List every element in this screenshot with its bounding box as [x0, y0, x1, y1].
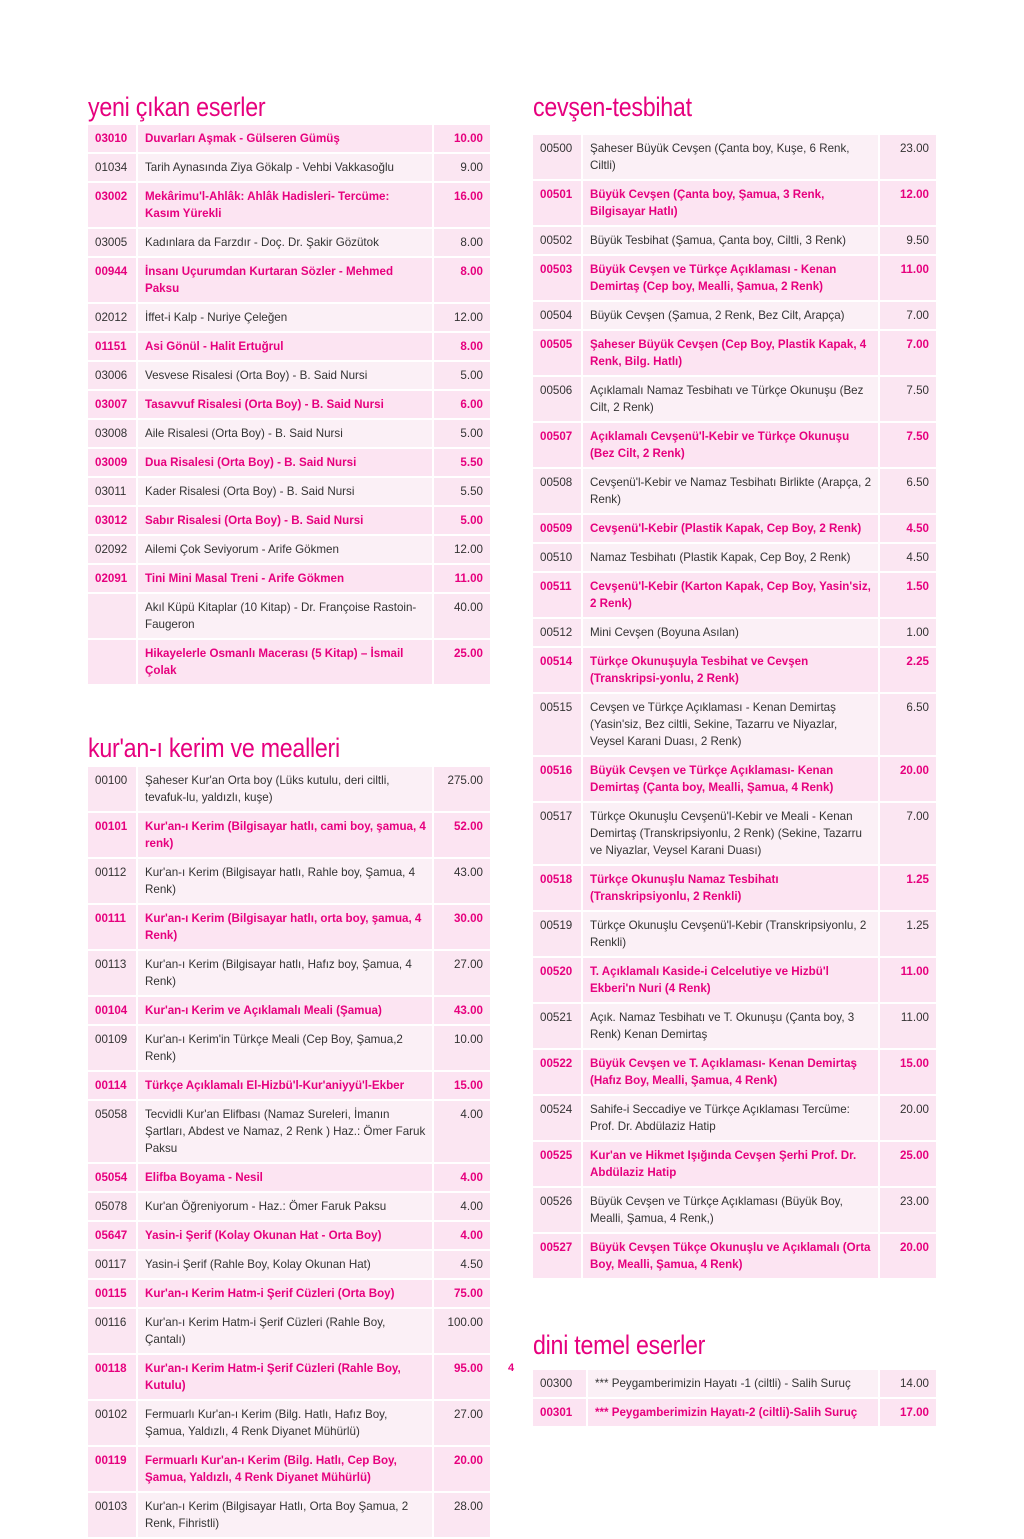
- catalog-row: [88, 905, 490, 949]
- item-code: 00521: [533, 1004, 583, 1048]
- item-price: 1.25: [878, 912, 936, 956]
- catalog-row: [88, 125, 490, 152]
- item-description: Kur'an-ı Kerim (Bilgisayar hatlı, Hafız boy, Şamua, 4 Renk): [138, 951, 432, 995]
- item-code: 00526: [533, 1188, 583, 1232]
- item-description: Büyük Cevşen (Çanta boy, Şamua, 3 Renk, Bilgisayar Hatlı): [583, 181, 878, 225]
- item-description: Cevşenü'l-Kebir (Plastik Kapak, Cep Boy, 2 Renk): [583, 515, 878, 542]
- catalog-row: [88, 565, 490, 592]
- item-price: 7.00: [878, 331, 936, 375]
- item-code: 00502: [533, 227, 583, 254]
- catalog-row: [533, 1142, 936, 1186]
- item-price: 4.50: [878, 544, 936, 571]
- catalog-row: [88, 154, 490, 181]
- item-price: 52.00: [432, 813, 490, 857]
- item-code: 02092: [88, 536, 138, 563]
- catalog-row: [533, 694, 936, 755]
- item-code: 00506: [533, 377, 583, 421]
- item-description: Elifba Boyama - Nesil: [138, 1164, 432, 1191]
- item-description: *** Peygamberimizin Hayatı -1 (ciltli) - Salih Suruç: [588, 1370, 878, 1397]
- catalog-row: [533, 619, 936, 646]
- item-price: 6.50: [878, 469, 936, 513]
- catalog-row: [533, 912, 936, 956]
- catalog-row: [88, 420, 490, 447]
- catalog-row: [88, 951, 490, 995]
- item-description: Kur'an Öğreniyorum - Haz.: Ömer Faruk Paksu: [138, 1193, 432, 1220]
- item-price: 11.00: [878, 1004, 936, 1048]
- item-description: Cevşenü'l-Kebir (Karton Kapak, Cep Boy, Yasin'siz, 2 Renk): [583, 573, 878, 617]
- item-code: 03006: [88, 362, 138, 389]
- item-code: 00504: [533, 302, 583, 329]
- catalog-row: [88, 1355, 490, 1399]
- item-description: Sahife-i Seccadiye ve Türkçe Açıklaması Tercüme: Prof. Dr. Abdülaziz Hatip: [583, 1096, 878, 1140]
- item-price: 11.00: [878, 958, 936, 1002]
- section-title-dini: dini temel eserler: [533, 1330, 706, 1360]
- item-price: 20.00: [432, 1447, 490, 1491]
- catalog-row: [88, 640, 490, 684]
- item-description: Kadınlara da Farzdır - Doç. Dr. Şakir Gözütok: [138, 229, 432, 256]
- item-description: Cevşenü'l-Kebir ve Namaz Tesbihatı Birlikte (Arapça, 2 Renk): [583, 469, 878, 513]
- item-description: Türkçe Okunuşlu Cevşenü'l-Kebir (Transkripsiyonlu, 2 Renkli): [583, 912, 878, 956]
- item-price: 9.50: [878, 227, 936, 254]
- catalog-row: [88, 1309, 490, 1353]
- item-price: 9.00: [432, 154, 490, 181]
- catalog-row: [88, 813, 490, 857]
- catalog-row: [533, 958, 936, 1002]
- catalog-row: [88, 1251, 490, 1278]
- item-description: *** Peygamberimizin Hayatı-2 (ciltli)-Salih Suruç: [588, 1399, 878, 1426]
- item-description: Tarih Aynasında Ziya Gökalp - Vehbi Vakkasoğlu: [138, 154, 432, 181]
- item-description: Büyük Cevşen ve Türkçe Açıklaması - Kenan Demirtaş (Cep boy, Mealli, Şamua, 2 Renk): [583, 256, 878, 300]
- item-price: 30.00: [432, 905, 490, 949]
- item-description: Namaz Tesbihatı (Plastik Kapak, Cep Boy, 2 Renk): [583, 544, 878, 571]
- item-description: Tecvidli Kur'an Elifbası (Namaz Sureleri, İmanın Şartları, Abdest ve Namaz, 2 Renk ) Haz.: Ömer Faruk Paksu: [138, 1101, 432, 1162]
- item-price: 8.00: [432, 258, 490, 302]
- item-code: 03007: [88, 391, 138, 418]
- item-code: 00518: [533, 866, 583, 910]
- item-price: 5.00: [432, 507, 490, 534]
- catalog-table-yeni: [88, 123, 490, 686]
- item-price: 275.00: [432, 767, 490, 811]
- item-description: İffet-i Kalp - Nuriye Çeleğen: [138, 304, 432, 331]
- catalog-row: [533, 803, 936, 864]
- item-code: 03012: [88, 507, 138, 534]
- catalog-row: [88, 1072, 490, 1099]
- item-description: Kur'an-ı Kerim'in Türkçe Meali (Cep Boy, Şamua,2 Renk): [138, 1026, 432, 1070]
- item-code: 00511: [533, 573, 583, 617]
- item-price: 15.00: [432, 1072, 490, 1099]
- catalog-row: [88, 1280, 490, 1307]
- catalog-row: [533, 648, 936, 692]
- catalog-row: [88, 997, 490, 1024]
- item-code: 01151: [88, 333, 138, 360]
- item-price: 100.00: [432, 1309, 490, 1353]
- item-code: 00116: [88, 1309, 138, 1353]
- item-description: Açıklamalı Cevşenü'l-Kebir ve Türkçe Okunuşu (Bez Cilt, 2 Renk): [583, 423, 878, 467]
- item-description: Büyük Cevşen (Şamua, 2 Renk, Bez Cilt, Arapça): [583, 302, 878, 329]
- catalog-row: [533, 377, 936, 421]
- item-code: 00113: [88, 951, 138, 995]
- item-code: 03009: [88, 449, 138, 476]
- item-description: Dua Risalesi (Orta Boy) - B. Said Nursi: [138, 449, 432, 476]
- catalog-row: [533, 1004, 936, 1048]
- item-description: Yasin-i Şerif (Rahle Boy, Kolay Okunan Hat): [138, 1251, 432, 1278]
- item-price: 20.00: [878, 1234, 936, 1278]
- catalog-row: [88, 1193, 490, 1220]
- item-code: 03011: [88, 478, 138, 505]
- item-description: Büyük Cevşen ve Türkçe Açıklaması (Büyük Boy, Mealli, Şamua, 4 Renk,): [583, 1188, 878, 1232]
- item-description: Vesvese Risalesi (Orta Boy) - B. Said Nursi: [138, 362, 432, 389]
- item-code: 00503: [533, 256, 583, 300]
- item-description: Fermuarlı Kur'an-ı Kerim (Bilg. Hatlı, Hafız Boy, Şamua, Yaldızlı, 4 Renk Diyanet Mühürlü): [138, 1401, 432, 1445]
- item-price: 2.25: [878, 648, 936, 692]
- item-code: 05078: [88, 1193, 138, 1220]
- catalog-row: [88, 594, 490, 638]
- catalog-row: [533, 423, 936, 467]
- item-code: 00101: [88, 813, 138, 857]
- item-description: İnsanı Uçurumdan Kurtaran Sözler - Mehmed Paksu: [138, 258, 432, 302]
- item-code: 05058: [88, 1101, 138, 1162]
- item-code: 03002: [88, 183, 138, 227]
- catalog-row: [88, 304, 490, 331]
- catalog-row: [88, 478, 490, 505]
- item-description: Şaheser Büyük Cevşen (Çanta boy, Kuşe, 6 Renk, Ciltli): [583, 135, 878, 179]
- item-price: 1.50: [878, 573, 936, 617]
- item-price: 25.00: [878, 1142, 936, 1186]
- item-description: Asi Gönül - Halit Ertuğrul: [138, 333, 432, 360]
- item-code: 00100: [88, 767, 138, 811]
- catalog-row: [533, 1370, 936, 1397]
- item-price: 8.00: [432, 333, 490, 360]
- item-code: 00519: [533, 912, 583, 956]
- catalog-row: [533, 256, 936, 300]
- item-description: Hikayelerle Osmanlı Macerası (5 Kitap) – İsmail Çolak: [138, 640, 432, 684]
- item-price: 43.00: [432, 997, 490, 1024]
- item-code: 02091: [88, 565, 138, 592]
- section-title-cevsen: cevşen-tesbihat: [533, 92, 692, 122]
- catalog-row: [88, 1026, 490, 1070]
- catalog-row: [533, 866, 936, 910]
- item-code: 00517: [533, 803, 583, 864]
- catalog-row: [88, 333, 490, 360]
- catalog-row: [533, 302, 936, 329]
- item-code: 00501: [533, 181, 583, 225]
- catalog-table-dini: [533, 1368, 936, 1428]
- item-description: Türkçe Okunuşuyla Tesbihat ve Cevşen (Transkripsi-yonlu, 2 Renk): [583, 648, 878, 692]
- item-price: 4.50: [878, 515, 936, 542]
- item-code: 00103: [88, 1493, 138, 1537]
- item-description: Kur'an-ı Kerim Hatm-i Şerif Cüzleri (Rahle Boy, Çantalı): [138, 1309, 432, 1353]
- item-price: 8.00: [432, 229, 490, 256]
- catalog-row: [533, 1188, 936, 1232]
- item-code: 00102: [88, 1401, 138, 1445]
- item-price: 1.25: [878, 866, 936, 910]
- item-price: 11.00: [432, 565, 490, 592]
- item-code: 05647: [88, 1222, 138, 1249]
- item-price: 7.50: [878, 377, 936, 421]
- item-price: 16.00: [432, 183, 490, 227]
- item-price: 23.00: [878, 135, 936, 179]
- item-code: 00527: [533, 1234, 583, 1278]
- item-price: 1.00: [878, 619, 936, 646]
- item-code: 00300: [533, 1370, 588, 1397]
- item-description: Kur'an-ı Kerim Hatm-i Şerif Cüzleri (Orta Boy): [138, 1280, 432, 1307]
- item-description: Sabır Risalesi (Orta Boy) - B. Said Nursi: [138, 507, 432, 534]
- item-price: 75.00: [432, 1280, 490, 1307]
- item-price: 4.50: [432, 1251, 490, 1278]
- item-code: 00944: [88, 258, 138, 302]
- item-code: 00111: [88, 905, 138, 949]
- item-price: 6.50: [878, 694, 936, 755]
- catalog-row: [533, 331, 936, 375]
- item-code: 00514: [533, 648, 583, 692]
- item-code: 03010: [88, 125, 138, 152]
- item-description: Aile Risalesi (Orta Boy) - B. Said Nursi: [138, 420, 432, 447]
- catalog-row: [88, 1222, 490, 1249]
- item-description: Büyük Cevşen ve T. Açıklaması- Kenan Demirtaş (Hafız Boy, Mealli, Şamua, 4 Renk): [583, 1050, 878, 1094]
- item-price: 4.00: [432, 1222, 490, 1249]
- item-price: 14.00: [878, 1370, 936, 1397]
- catalog-row: [88, 391, 490, 418]
- item-description: Kur'an-ı Kerim ve Açıklamalı Meali (Şamua): [138, 997, 432, 1024]
- item-description: Açıklamalı Namaz Tesbihatı ve Türkçe Okunuşu (Bez Cilt, 2 Renk): [583, 377, 878, 421]
- catalog-row: [533, 757, 936, 801]
- item-code: 00508: [533, 469, 583, 513]
- item-code: 00507: [533, 423, 583, 467]
- page-number: 4: [508, 1362, 515, 1374]
- catalog-row: [533, 227, 936, 254]
- item-price: 15.00: [878, 1050, 936, 1094]
- catalog-row: [533, 1234, 936, 1278]
- item-code: 00524: [533, 1096, 583, 1140]
- catalog-row: [88, 767, 490, 811]
- catalog-row: [88, 859, 490, 903]
- item-description: T. Açıklamalı Kaside-i Celcelutiye ve Hizbü'l Ekberi'n Nuri (4 Renk): [583, 958, 878, 1002]
- catalog-row: [533, 1399, 936, 1426]
- item-code: 00115: [88, 1280, 138, 1307]
- item-description: Türkçe Okunuşlu Cevşenü'l-Kebir ve Meali - Kenan Demirtaş (Transkripsiyonlu, 2 Renk) (Sekine, Tazarru ve Niyazlar, Veysel Karani Duası): [583, 803, 878, 864]
- item-code: 03008: [88, 420, 138, 447]
- item-price: 20.00: [878, 757, 936, 801]
- item-price: 4.00: [432, 1101, 490, 1162]
- catalog-row: [88, 1101, 490, 1162]
- item-description: Şaheser Kur'an Orta boy (Lüks kutulu, deri ciltli, tevafuk-lu, yaldızlı, kuşe): [138, 767, 432, 811]
- item-price: 27.00: [432, 951, 490, 995]
- item-code: 00516: [533, 757, 583, 801]
- item-price: 11.00: [878, 256, 936, 300]
- item-price: 4.00: [432, 1164, 490, 1191]
- item-description: Şaheser Büyük Cevşen (Cep Boy, Plastik Kapak, 4 Renk, Bilg. Hatlı): [583, 331, 878, 375]
- item-code: 00512: [533, 619, 583, 646]
- catalog-row: [88, 1447, 490, 1491]
- item-description: Tini Mini Masal Treni - Arife Gökmen: [138, 565, 432, 592]
- item-price: 12.00: [432, 304, 490, 331]
- item-description: Kur'an-ı Kerim (Bilgisayar hatlı, Rahle boy, Şamua, 4 Renk): [138, 859, 432, 903]
- item-code: 00301: [533, 1399, 588, 1426]
- catalog-row: [88, 258, 490, 302]
- catalog-row: [88, 1493, 490, 1537]
- item-price: 5.00: [432, 362, 490, 389]
- catalog-row: [533, 573, 936, 617]
- catalog-row: [88, 229, 490, 256]
- item-code: 01034: [88, 154, 138, 181]
- item-description: Ailemi Çok Seviyorum - Arife Gökmen: [138, 536, 432, 563]
- section-title-kuran: kur'an-ı kerim ve mealleri: [88, 733, 340, 763]
- item-code: 00509: [533, 515, 583, 542]
- item-description: Kur'an-ı Kerim (Bilgisayar Hatlı, Orta Boy Şamua, 2 Renk, Fihristli): [138, 1493, 432, 1537]
- item-code: [88, 594, 138, 638]
- item-description: Tasavvuf Risalesi (Orta Boy) - B. Said Nursi: [138, 391, 432, 418]
- item-description: Cevşen ve Türkçe Açıklaması - Kenan Demirtaş (Yasin'siz, Bez ciltli, Sekine, Tazarru ve Niyazlar, Veysel Karani Duası, 2 Renk): [583, 694, 878, 755]
- item-code: 00117: [88, 1251, 138, 1278]
- item-code: 03005: [88, 229, 138, 256]
- catalog-row: [88, 536, 490, 563]
- item-description: Mekârimu'l-Ahlâk: Ahlâk Hadisleri- Tercüme: Kasım Yürekli: [138, 183, 432, 227]
- item-description: Türkçe Okunuşlu Namaz Tesbihatı (Transkripsiyonlu, 2 Renkli): [583, 866, 878, 910]
- item-description: Yasin-i Şerif (Kolay Okunan Hat - Orta Boy): [138, 1222, 432, 1249]
- item-price: 10.00: [432, 125, 490, 152]
- item-price: 6.00: [432, 391, 490, 418]
- item-price: 5.50: [432, 478, 490, 505]
- item-code: 00118: [88, 1355, 138, 1399]
- section-title-yeni: yeni çıkan eserler: [88, 92, 266, 122]
- catalog-row: [533, 515, 936, 542]
- item-code: 00114: [88, 1072, 138, 1099]
- item-description: Türkçe Açıklamalı El-Hizbü'l-Kur'aniyyü'l-Ekber: [138, 1072, 432, 1099]
- item-code: 00119: [88, 1447, 138, 1491]
- item-code: 02012: [88, 304, 138, 331]
- catalog-row: [88, 1164, 490, 1191]
- item-description: Duvarları Aşmak - Gülseren Gümüş: [138, 125, 432, 152]
- catalog-row: [533, 1096, 936, 1140]
- catalog-row: [533, 135, 936, 179]
- catalog-row: [533, 544, 936, 571]
- item-price: 4.00: [432, 1193, 490, 1220]
- item-price: 20.00: [878, 1096, 936, 1140]
- right-column: [533, 92, 936, 1428]
- catalog-row: [88, 183, 490, 227]
- item-price: 12.00: [432, 536, 490, 563]
- item-code: 00522: [533, 1050, 583, 1094]
- catalog-row: [88, 507, 490, 534]
- item-description: Kur'an-ı Kerim (Bilgisayar hatlı, orta boy, şamua, 4 Renk): [138, 905, 432, 949]
- item-price: 27.00: [432, 1401, 490, 1445]
- item-code: 05054: [88, 1164, 138, 1191]
- item-price: 23.00: [878, 1188, 936, 1232]
- item-description: Kur'an-ı Kerim (Bilgisayar hatlı, cami boy, şamua, 4 renk): [138, 813, 432, 857]
- item-code: 00510: [533, 544, 583, 571]
- item-price: 5.00: [432, 420, 490, 447]
- item-code: 00104: [88, 997, 138, 1024]
- item-price: 7.00: [878, 803, 936, 864]
- item-code: [88, 640, 138, 684]
- item-description: Akıl Küpü Kitaplar (10 Kitap) - Dr. Françoise Rastoin-Faugeron: [138, 594, 432, 638]
- item-price: 7.50: [878, 423, 936, 467]
- item-code: 00505: [533, 331, 583, 375]
- item-code: 00525: [533, 1142, 583, 1186]
- item-description: Mini Cevşen (Boyuna Asılan): [583, 619, 878, 646]
- item-description: Fermuarlı Kur'an-ı Kerim (Bilg. Hatlı, Cep Boy, Şamua, Yaldızlı, 4 Renk Diyanet Mühürlü): [138, 1447, 432, 1491]
- item-code: 00109: [88, 1026, 138, 1070]
- item-price: 95.00: [432, 1355, 490, 1399]
- left-column: [88, 92, 490, 1539]
- catalog-row: [533, 469, 936, 513]
- catalog-row: [533, 181, 936, 225]
- item-description: Kader Risalesi (Orta Boy) - B. Said Nursi: [138, 478, 432, 505]
- item-description: Büyük Tesbihat (Şamua, Çanta boy, Ciltli, 3 Renk): [583, 227, 878, 254]
- item-description: Kur'an-ı Kerim Hatm-i Şerif Cüzleri (Rahle Boy, Kutulu): [138, 1355, 432, 1399]
- item-code: 00112: [88, 859, 138, 903]
- item-price: 7.00: [878, 302, 936, 329]
- item-code: 00515: [533, 694, 583, 755]
- catalog-row: [88, 1401, 490, 1445]
- item-price: 17.00: [878, 1399, 936, 1426]
- item-price: 5.50: [432, 449, 490, 476]
- item-description: Büyük Cevşen Tükçe Okunuşlu ve Açıklamalı (Orta Boy, Mealli, Şamua, 4 Renk): [583, 1234, 878, 1278]
- item-description: Büyük Cevşen ve Türkçe Açıklaması- Kenan Demirtaş (Çanta boy, Mealli, Şamua, 4 Renk): [583, 757, 878, 801]
- item-price: 12.00: [878, 181, 936, 225]
- item-price: 43.00: [432, 859, 490, 903]
- catalog-row: [88, 449, 490, 476]
- catalog-table-cevsen: [533, 133, 936, 1280]
- item-description: Kur'an ve Hikmet Işığında Cevşen Şerhi Prof. Dr. Abdülaziz Hatip: [583, 1142, 878, 1186]
- item-price: 28.00: [432, 1493, 490, 1537]
- catalog-row: [88, 362, 490, 389]
- item-price: 40.00: [432, 594, 490, 638]
- item-price: 10.00: [432, 1026, 490, 1070]
- catalog-row: [533, 1050, 936, 1094]
- item-description: Açık. Namaz Tesbihatı ve T. Okunuşu (Çanta boy, 3 Renk) Kenan Demirtaş: [583, 1004, 878, 1048]
- catalog-table-kuran: [88, 765, 490, 1539]
- item-code: 00500: [533, 135, 583, 179]
- item-code: 00520: [533, 958, 583, 1002]
- item-price: 25.00: [432, 640, 490, 684]
